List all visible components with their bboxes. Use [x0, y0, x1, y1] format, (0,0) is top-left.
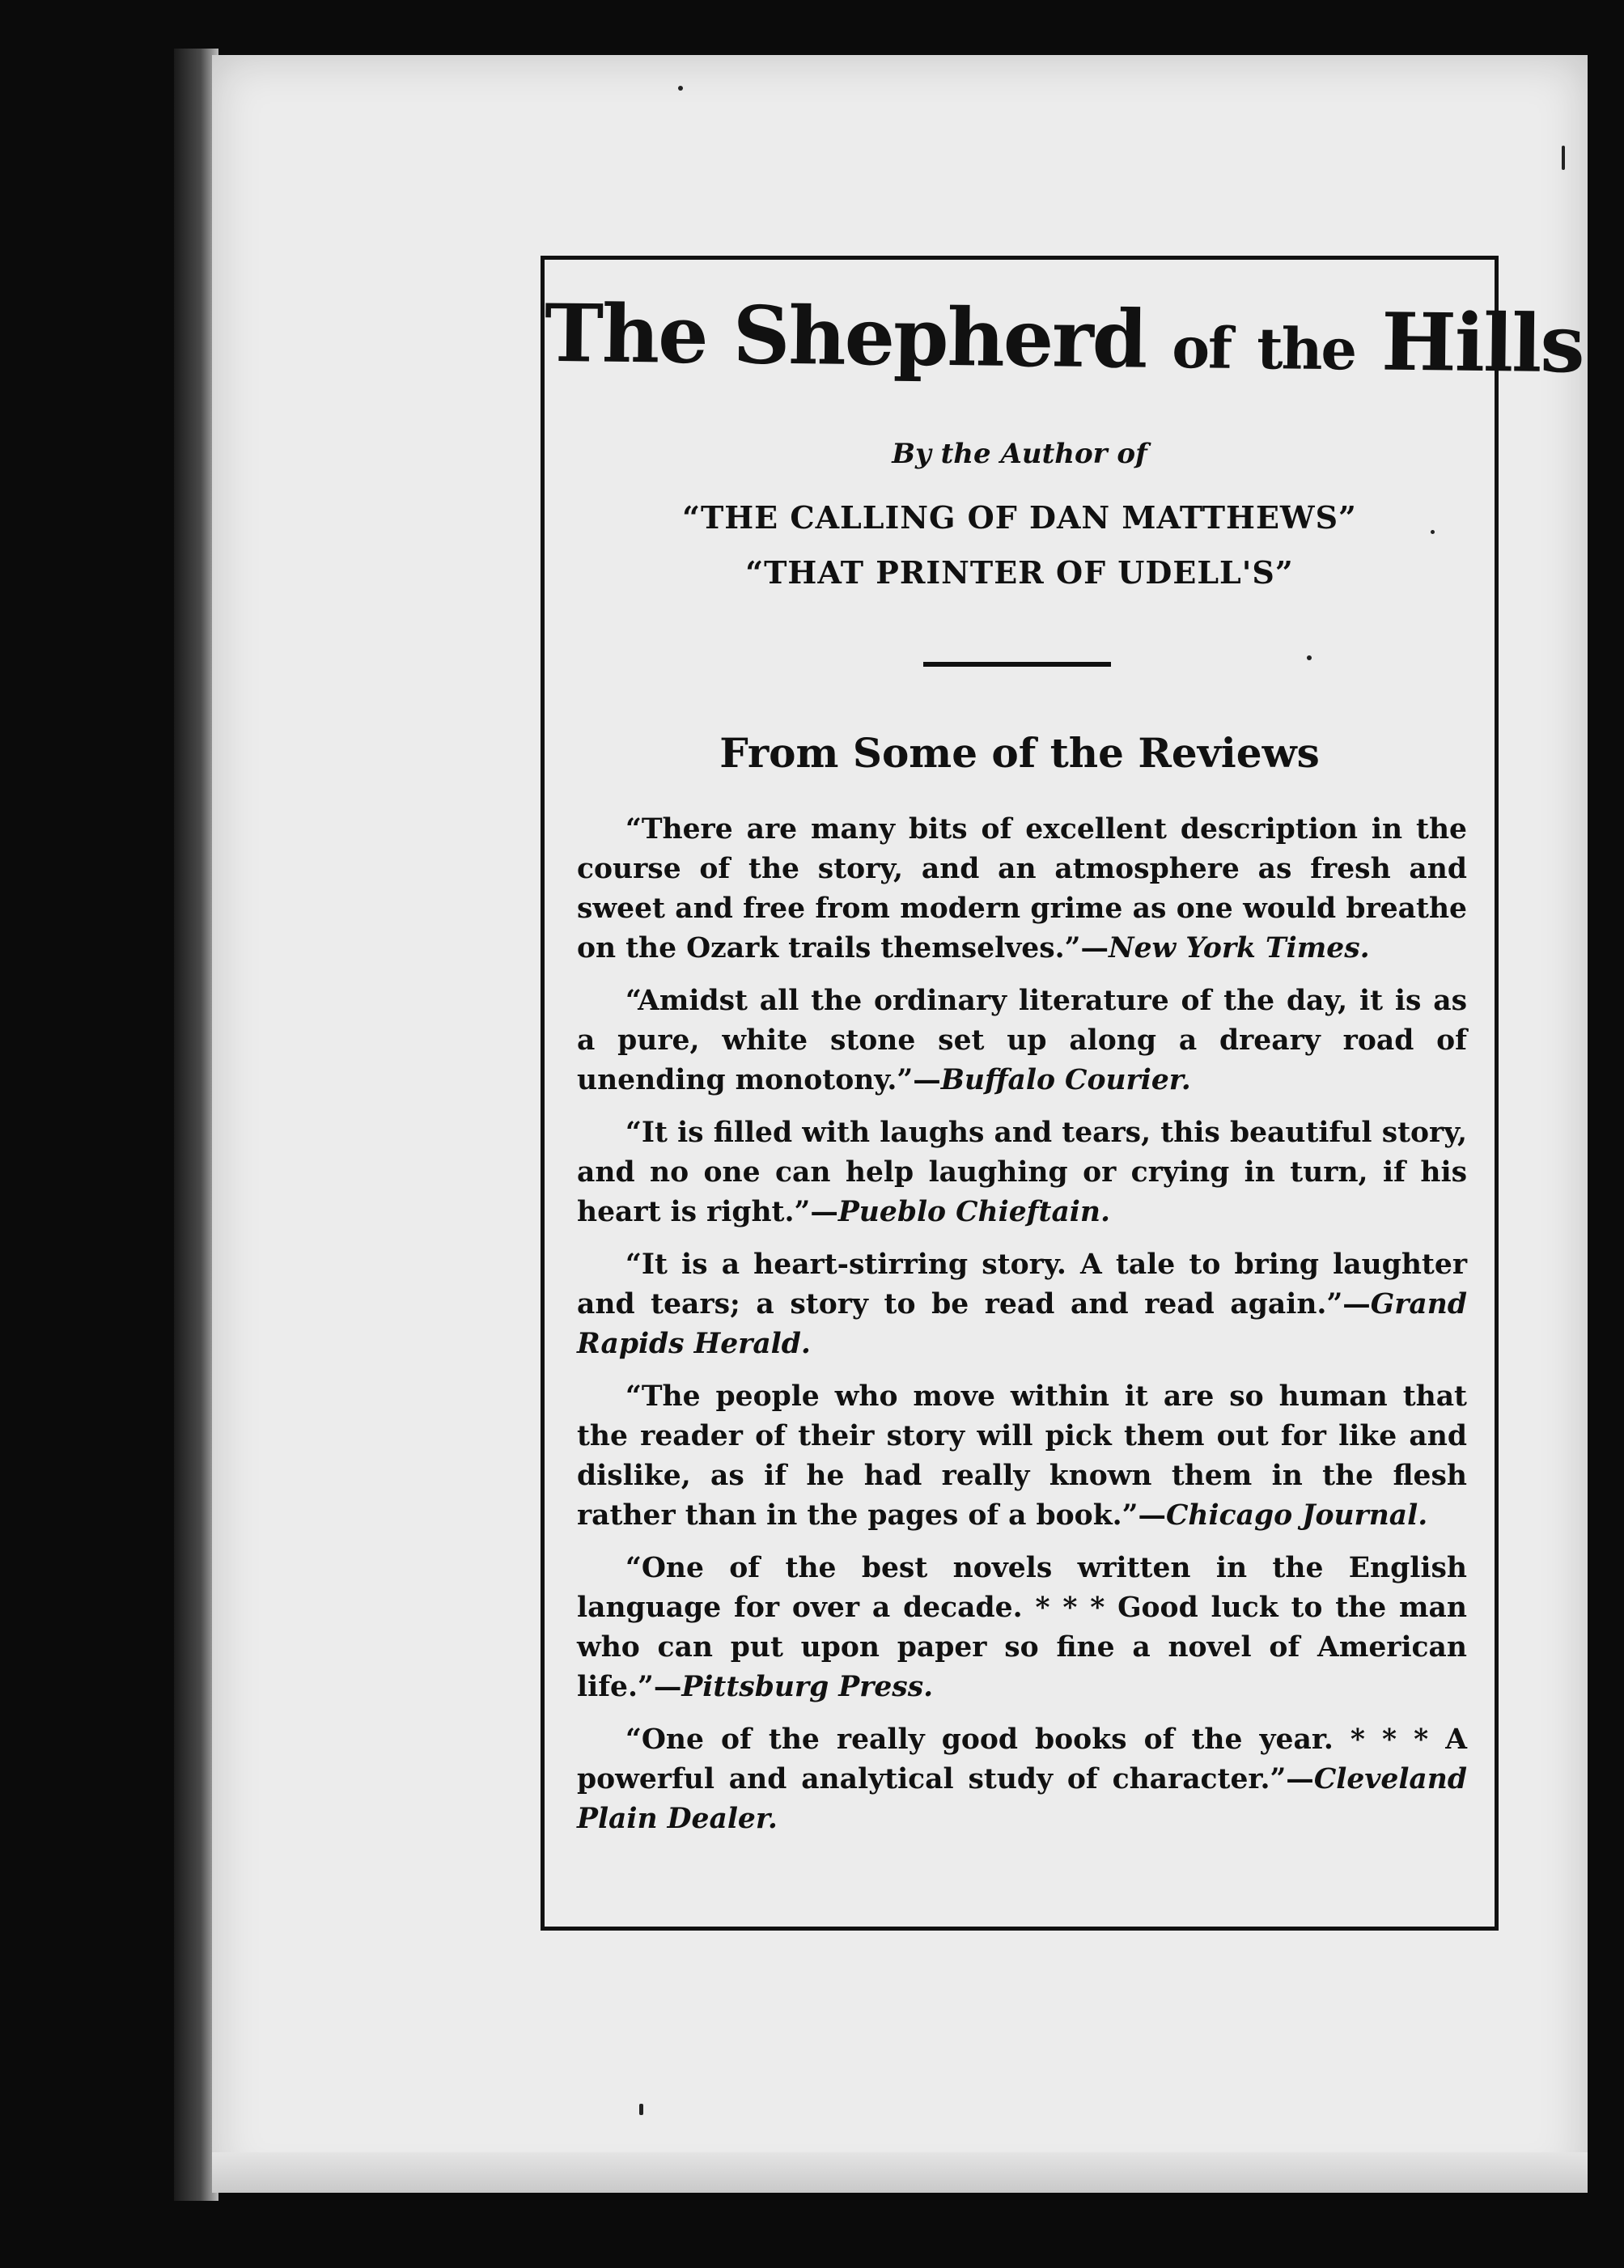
review-quote: “It is a heart-stirring story. A tale to bring laughter and tears; a story to be read and read again.”— — [577, 1248, 1467, 1321]
review-quote: “It is filled with laughs and tears, this beautiful story, and no one can help laughing or crying in turn, if his heart is right.”— — [577, 1117, 1467, 1228]
review-item — [577, 810, 1467, 969]
review-quote: “The people who move within it are so human that the reader of their story will pick them out for like and dislike, as if he had really known them in the flesh rather than in the pages of a book.”— — [577, 1380, 1467, 1532]
review-source: Pittsburg Press. — [681, 1671, 934, 1703]
title-hills: Hills — [1380, 295, 1584, 392]
review-source: Chicago Journal. — [1165, 1499, 1428, 1532]
other-works — [545, 490, 1495, 600]
other-work-title: “THE CALLING OF DAN MATTHEWS” — [682, 499, 1357, 536]
review-source: New York Times. — [1109, 932, 1370, 964]
scan-speck — [678, 86, 683, 91]
reviews-heading: From Some of the Reviews — [719, 729, 1320, 777]
review-source: Cleveland Plain Dealer. — [577, 1763, 1467, 1835]
review-item — [577, 981, 1467, 1100]
scan-speck — [639, 2104, 643, 2115]
advertisement-box — [541, 256, 1584, 1931]
title-of: of — [1171, 313, 1232, 382]
review-source: Grand Rapids Herald. — [577, 1288, 1467, 1360]
scan-speck — [1562, 146, 1565, 170]
title-the: the — [1256, 315, 1356, 384]
title-main: The Shepherd — [544, 286, 1147, 387]
reviews-list — [577, 810, 1467, 1852]
review-item — [577, 1549, 1467, 1707]
page-bottom-edge — [212, 2152, 1588, 2193]
review-quote: “Amidst all the ordinary literature of the day, it is as a pure, white stone set up along a dreary road of unending monotony.”— — [577, 985, 1467, 1096]
book-title — [544, 286, 1584, 392]
review-source: Pueblo Chieftain. — [837, 1196, 1110, 1228]
review-quote: “One of the best novels written in the English language for over a decade. * * * Good luck to the man who can put upon paper so fine a novel of American life.”— — [577, 1552, 1467, 1703]
byline: By the Author of — [892, 438, 1147, 470]
review-quote: “One of the really good books of the year. * * * A powerful and analytical study of character.”— — [577, 1723, 1467, 1795]
review-item — [577, 1245, 1467, 1364]
review-quote: “There are many bits of excellent description in the course of the story, and an atmosphere as fresh and sweet and free from modern grime as one would breathe on the Ozark trails themselves.”— — [577, 813, 1467, 964]
other-work-title: “THAT PRINTER OF UDELL'S” — [745, 554, 1294, 591]
review-item — [577, 1377, 1467, 1536]
review-item — [577, 1720, 1467, 1839]
divider-rule — [923, 662, 1111, 667]
review-item — [577, 1113, 1467, 1232]
review-source: Buffalo Courier. — [940, 1064, 1191, 1096]
